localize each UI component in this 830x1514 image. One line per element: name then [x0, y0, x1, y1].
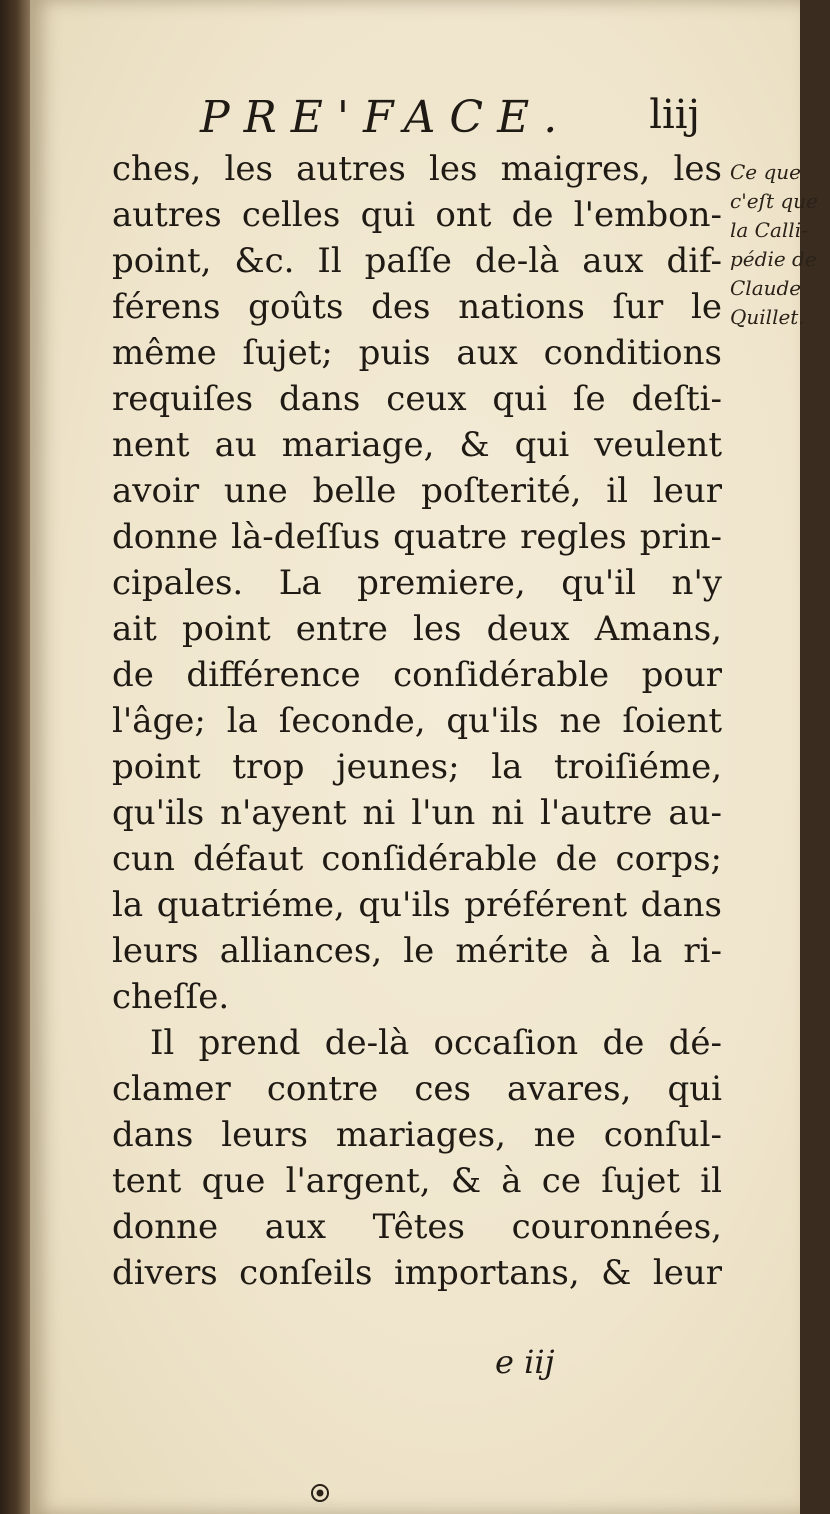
text-line: l'âge; la ſeconde, qu'ils ne ſoient: [112, 701, 722, 741]
marginal-note-line: Claude: [730, 276, 802, 300]
text-line: donne aux Têtes couronnées,: [112, 1207, 722, 1247]
text-line: requiſes dans ceux qui ſe deſti-: [112, 379, 722, 419]
signature-mark: e iij: [495, 1343, 555, 1381]
text-line: ches, les autres les maigres, les: [112, 149, 722, 189]
library-stamp-icon: [310, 1483, 330, 1503]
text-line: de différence conſidérable pour: [112, 655, 722, 695]
text-line: la quatriéme, qu'ils préférent dans: [112, 885, 722, 925]
marginal-note: [730, 158, 830, 332]
text-line: cipales. La premiere, qu'il n'y: [112, 563, 722, 603]
text-line: avoir une belle poſterité, il leur: [112, 471, 722, 511]
text-line: ait point entre les deux Amans,: [112, 609, 722, 649]
text-line: tent que l'argent, & à ce ſujet il: [112, 1161, 722, 1201]
marginal-note-line: c'eſt que: [730, 189, 818, 213]
marginal-note-line: Quillet.: [730, 305, 805, 329]
text-line: férens goûts des nations ſur le: [112, 287, 722, 327]
text-line: qu'ils n'ayent ni l'un ni l'autre au-: [112, 793, 722, 833]
text-line: dans leurs mariages, ne conſul-: [112, 1115, 722, 1155]
text-line: point, &c. Il paſſe de-là aux dif-: [112, 241, 722, 281]
book-page: [30, 0, 818, 1514]
text-line: donne là-deſſus quatre regles prin-: [112, 517, 722, 557]
text-line: autres celles qui ont de l'embon-: [112, 195, 722, 235]
folio-number: liij: [649, 92, 700, 138]
body-text: [112, 146, 722, 1296]
text-line: divers conſeils importans, & leur: [112, 1253, 722, 1293]
text-line: cun défaut conſidérable de corps;: [112, 839, 722, 879]
text-line: leurs alliances, le mérite à la ri-: [112, 931, 722, 971]
text-line: cheſſe.: [112, 977, 230, 1017]
marginal-note-line: pédie de: [730, 247, 817, 271]
text-line: point trop jeunes; la troiſiéme,: [112, 747, 722, 787]
text-line: nent au mariage, & qui veulent: [112, 425, 722, 465]
running-title: PRE'FACE.: [200, 92, 572, 143]
page-header: [200, 92, 700, 152]
text-line: même ſujet; puis aux conditions: [112, 333, 722, 373]
marginal-note-line: la Calli-: [730, 218, 808, 242]
text-line: Il prend de-là occaſion de dé-: [150, 1023, 722, 1063]
marginal-note-line: Ce que: [730, 160, 802, 184]
text-line: clamer contre ces avares, qui: [112, 1069, 722, 1109]
